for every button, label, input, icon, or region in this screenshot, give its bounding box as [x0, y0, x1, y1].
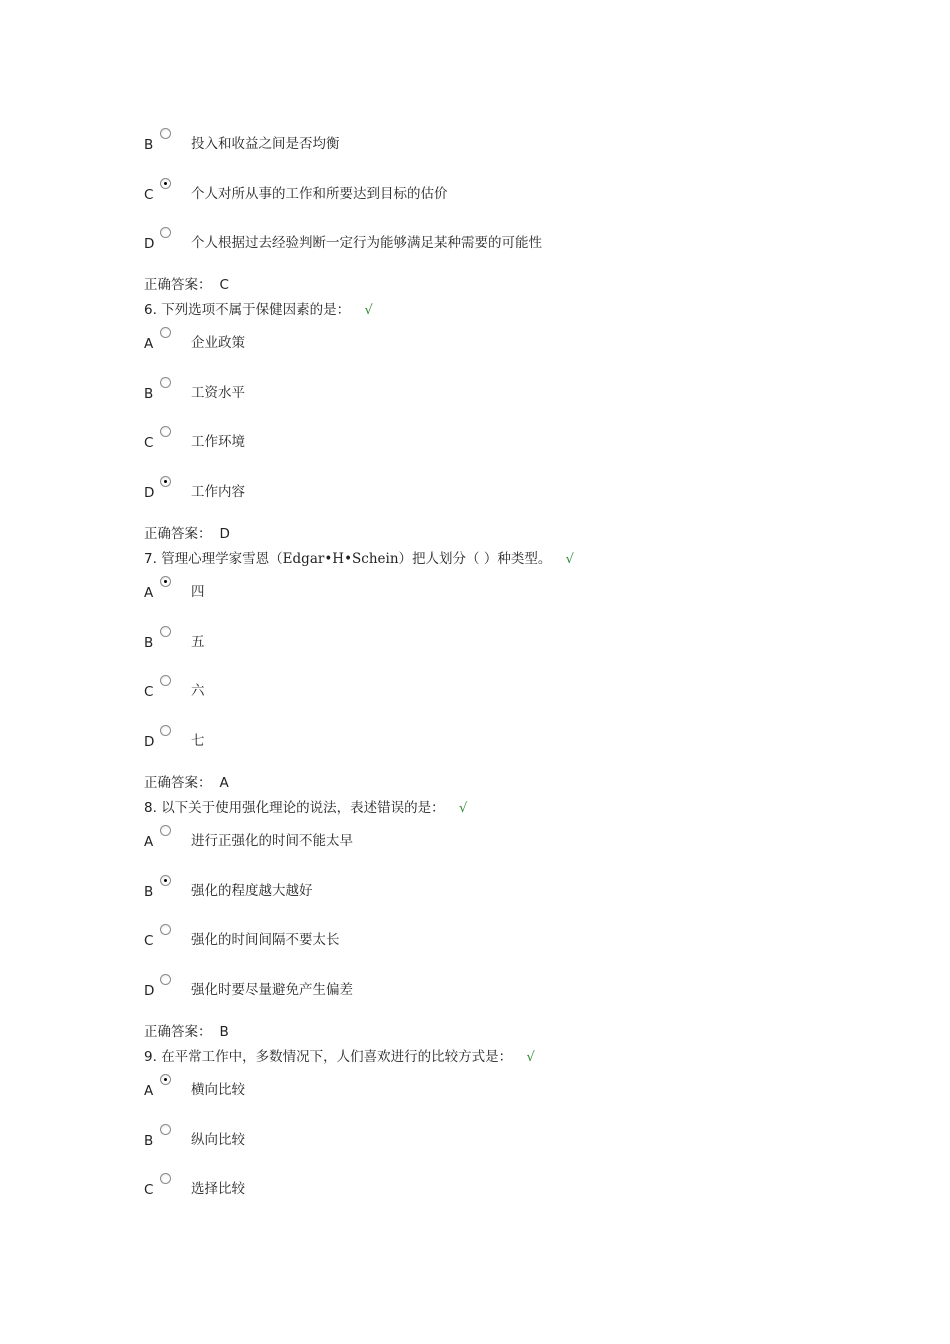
option-text: 纵向比较 — [191, 1132, 245, 1148]
check-mark-icon: √ — [364, 303, 373, 318]
answer-value: D — [219, 526, 230, 542]
option-text: 个人根据过去经验判断一定行为能够满足某种需要的可能性 — [191, 235, 542, 251]
option-letter: D — [144, 734, 155, 750]
option-letter: D — [144, 983, 155, 999]
option-text: 四 — [191, 584, 205, 600]
answer-value: A — [219, 775, 229, 791]
radio-button[interactable] — [160, 825, 171, 836]
question-text: 以下关于使用强化理论的说法，表述错误的是： — [161, 800, 445, 816]
option-letter: B — [144, 137, 154, 153]
option-text: 横向比较 — [191, 1082, 245, 1098]
option-letter: A — [144, 1083, 154, 1099]
option-letter: A — [144, 336, 154, 352]
radio-button[interactable] — [160, 576, 171, 587]
answer-label: 正确答案： — [144, 277, 212, 293]
check-mark-icon: √ — [565, 552, 574, 567]
radio-button[interactable] — [160, 1124, 171, 1135]
question-number: 6. — [144, 302, 157, 318]
option-text: 工资水平 — [191, 385, 245, 401]
option-text: 个人对所从事的工作和所要达到目标的估价 — [191, 186, 448, 202]
option-text: 选择比较 — [191, 1181, 245, 1197]
radio-button[interactable] — [160, 476, 171, 487]
option-letter: C — [144, 1182, 154, 1198]
question-number: 7. — [144, 551, 157, 567]
option-letter: B — [144, 386, 154, 402]
option-text: 强化时要尽量避免产生偏差 — [191, 982, 353, 998]
option-letter: B — [144, 635, 154, 651]
question-text: 管理心理学家雪恩（Edgar•H•Schein）把人划分（ ）种类型。 — [161, 551, 552, 567]
radio-button[interactable] — [160, 227, 171, 238]
question-heading — [144, 299, 373, 321]
correct-answer — [144, 274, 229, 296]
radio-button[interactable] — [160, 675, 171, 686]
option-letter: D — [144, 236, 155, 252]
option-letter: C — [144, 684, 154, 700]
option-text: 进行正强化的时间不能太早 — [191, 833, 353, 849]
radio-button[interactable] — [160, 1074, 171, 1085]
radio-button[interactable] — [160, 327, 171, 338]
radio-button[interactable] — [160, 725, 171, 736]
option-text: 七 — [191, 733, 205, 749]
question-text: 下列选项不属于保健因素的是： — [161, 302, 351, 318]
answer-value: C — [219, 277, 229, 293]
option-letter: B — [144, 1133, 154, 1149]
option-text: 强化的程度越大越好 — [191, 883, 313, 899]
radio-button[interactable] — [160, 426, 171, 437]
option-text: 工作环境 — [191, 434, 245, 450]
option-text: 工作内容 — [191, 484, 245, 500]
option-letter: B — [144, 884, 154, 900]
option-text: 五 — [191, 634, 205, 650]
question-heading — [144, 1046, 535, 1068]
option-letter: C — [144, 933, 154, 949]
correct-answer — [144, 1021, 229, 1043]
check-mark-icon: √ — [526, 1050, 535, 1065]
option-letter: D — [144, 485, 155, 501]
question-number: 8. — [144, 800, 157, 816]
option-text: 六 — [191, 683, 205, 699]
option-text: 投入和收益之间是否均衡 — [191, 136, 340, 152]
question-heading — [144, 548, 574, 570]
radio-button[interactable] — [160, 974, 171, 985]
radio-button[interactable] — [160, 377, 171, 388]
radio-button[interactable] — [160, 626, 171, 637]
correct-answer — [144, 772, 229, 794]
answer-label: 正确答案： — [144, 775, 212, 791]
correct-answer — [144, 523, 230, 545]
radio-button[interactable] — [160, 924, 171, 935]
option-text: 企业政策 — [191, 335, 245, 351]
check-mark-icon: √ — [458, 801, 468, 816]
answer-label: 正确答案： — [144, 1024, 212, 1040]
radio-button[interactable] — [160, 128, 171, 139]
radio-button[interactable] — [160, 178, 171, 189]
option-letter: C — [144, 435, 154, 451]
question-number: 9. — [144, 1049, 157, 1065]
option-letter: A — [144, 585, 154, 601]
answer-value: B — [219, 1024, 229, 1040]
question-heading — [144, 797, 467, 819]
answer-label: 正确答案： — [144, 526, 212, 542]
option-letter: C — [144, 187, 154, 203]
option-letter: A — [144, 834, 154, 850]
option-text: 强化的时间间隔不要太长 — [191, 932, 340, 948]
radio-button[interactable] — [160, 875, 171, 886]
radio-button[interactable] — [160, 1173, 171, 1184]
question-text: 在平常工作中，多数情况下，人们喜欢进行的比较方式是： — [161, 1049, 513, 1065]
